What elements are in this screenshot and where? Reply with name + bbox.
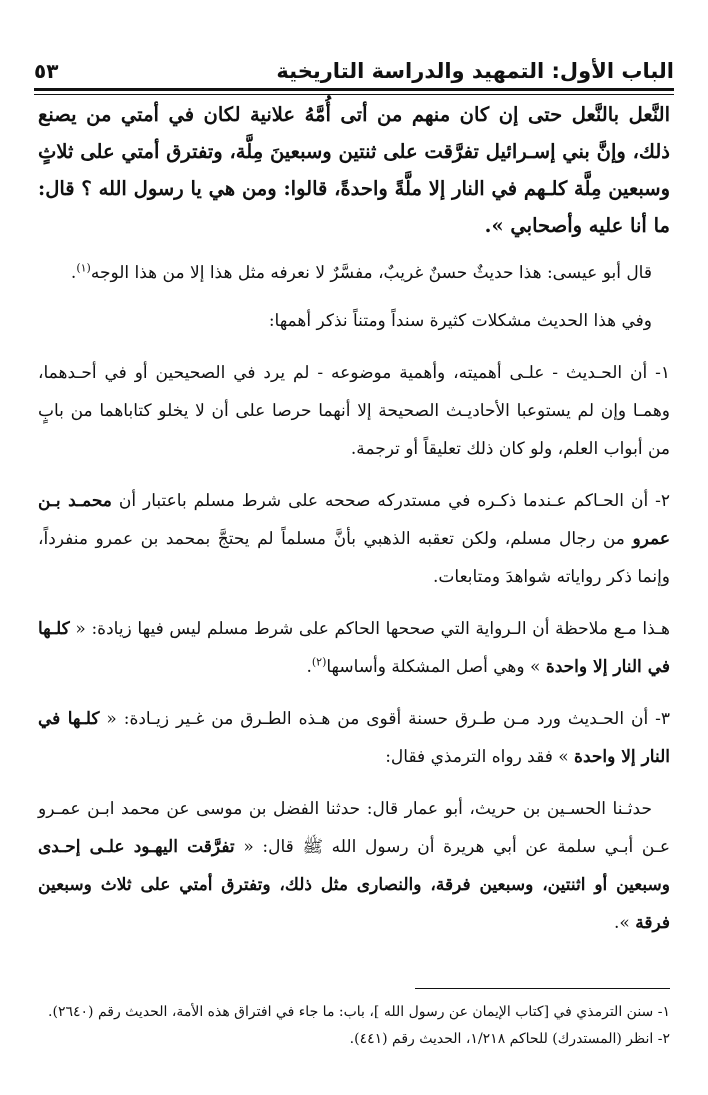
point-1-paragraph: ١- أن الحـديث - علـى أهميته، وأهمية موضوعه - لم يرد في الصحيحين أو في أحـدهما، وهمـا وإن لم يستوعبا الأحاديـث الصحيحة إلا أنهما حرصا على أن لا يخلو كتاباهما من بابٍ من أبواب العلم، ولو كان ذلك تعليقاً أو ترجمة.: [38, 363, 670, 459]
header-rule-thick: [34, 88, 674, 91]
running-title: الباب الأول: التمهيد والدراسة التاريخية: [276, 59, 674, 83]
page-number: ٥٣: [34, 59, 59, 83]
page-body: [38, 96, 670, 942]
hadith-continuation-paragraph: النَّعل بالنَّعل حتى إن كان منهم من أتى أُمَّهُ علانية لكان في أمتي من يصنع ذلك، وإنَّ بني إسـرائيل تفرَّقت على ثنتين وسبعينَ مِلَّة، وتفترق أمتي على ثلاثٍ وسبعين مِلَّة كلـهم في النار إلا ملَّةً واحدةً، قالوا: ومن هي يا رسول الله ؟ قال: ما أنا عليه وأصحابي ».: [38, 103, 670, 237]
footnotes: [38, 999, 670, 1053]
abu-isa-comment-paragraph: [38, 254, 670, 292]
footnote-2: ٢- انظر (المستدرك) للحاكم ١/٢١٨، الحديث رقم (٤٤١).: [349, 1031, 670, 1047]
point-3-text-b: » فقد رواه الترمذي فقال:: [385, 747, 575, 767]
problems-intro-paragraph: وفي هذا الحديث مشكلات كثيرة سنداً ومتناً نذكر أهمها:: [268, 311, 652, 331]
abu-isa-comment-text: قال أبو عيسى: هذا حديثٌ حسنٌ غريبٌ، مفسَّرٌ لا نعرفه مثل هذا إلا من هذا الوجه: [90, 263, 652, 283]
note-text-a: هـذا مـع ملاحظة أن الـرواية التي صححها الحاكم على شرط مسلم ليس فيها زيادة: «: [69, 619, 670, 639]
note-end: .: [306, 657, 312, 677]
point-2-paragraph: [38, 482, 670, 596]
abu-isa-comment-end: .: [70, 263, 77, 283]
footnote-1: ١- سنن الترمذي في [كتاب الإيمان عن رسول الله ]، باب: ما جاء في افتراق هذه الأمة، الحديث رقم (٢٦٤٠).: [48, 1004, 670, 1020]
footnote-ref-2: (٢): [311, 655, 327, 669]
point-2-text-b: من رجال مسلم، ولكن تعقبه الذهبي بأنَّ مسلماً لم يحتجَّ بمحمد بن عمرو منفرداً، وإنما ذكر رواياته شواهدَ ومتابعات.: [38, 529, 670, 587]
point-3-text-a: ٣- أن الحـديث ورد مـن طـرق حسنة أقوى من هـذه الطـرق من غـير زيـادة: «: [99, 709, 670, 729]
point-3-bold-quote: كلـها في النار إلا واحدة: [38, 709, 670, 767]
point-3-paragraph: [38, 700, 670, 776]
note-paragraph: [38, 610, 670, 686]
narration-bold-hadith: تفرَّقت اليهـود علـى إحـدى وسبعين أو اثنتين، وسبعين فرقة، والنصارى مثل ذلك، وتفترق أمتي على ثلاث وسبعين فرقة: [38, 837, 670, 933]
footnote-ref-1: (١): [76, 261, 91, 275]
tirmidhi-narration-paragraph: [38, 790, 670, 942]
note-bold-quote: كلـها في النار إلا واحدة: [38, 619, 670, 677]
footnote-separator: [415, 988, 670, 989]
note-text-b: » وهي أصل المشكلة وأساسها: [326, 657, 546, 677]
point-2-text-a: ٢- أن الحـاكم عـندما ذكـره في مستدركه صححه على شرط مسلم باعتبار أن: [111, 491, 670, 511]
header-rule-thin: [34, 94, 674, 95]
narration-end: ».: [614, 913, 636, 933]
narration-chain-text: حدثـنا الحسـين بن حريث، أبو عمار قال: حدثنا الفضل بن موسى عن محمد ابـن عمـرو عـن أبـي سلمة عن أبي هريرة أن رسول الله ﷺ قال: «: [38, 799, 670, 857]
point-2-bold-name: محمـد بـن عمرو: [38, 491, 670, 549]
page-header: [34, 56, 674, 86]
